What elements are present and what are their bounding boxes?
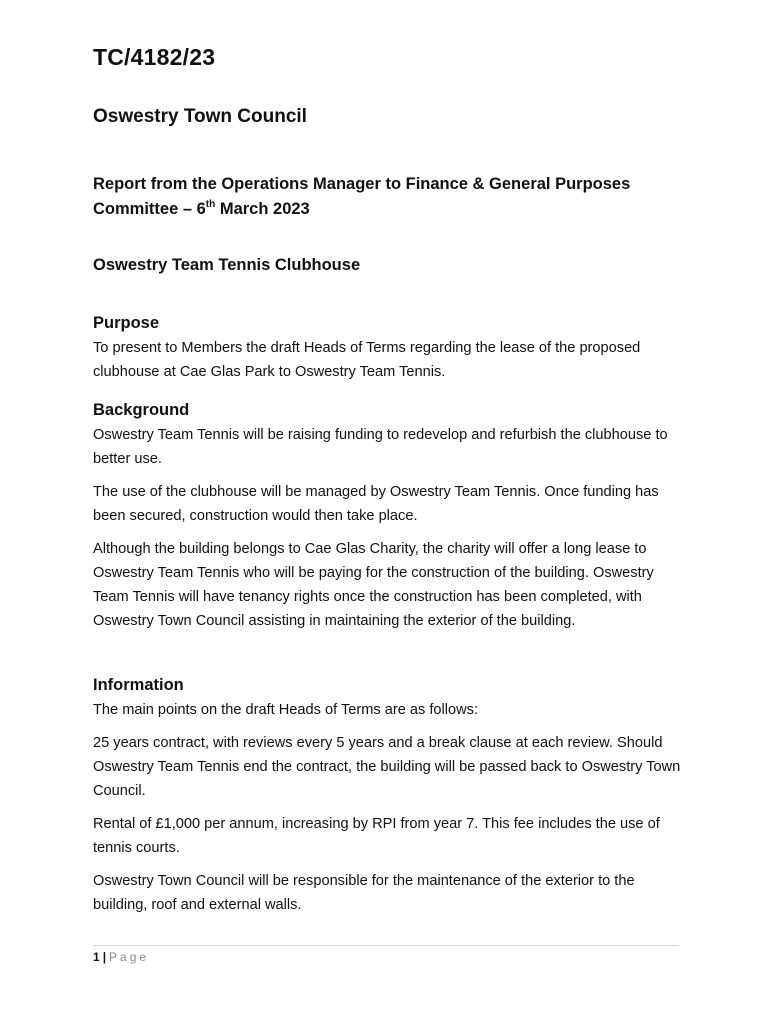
document-page [93,0,683,1024]
footer-divider [93,945,679,946]
purpose-paragraph: To present to Members the draft Heads of Terms regarding the lease of the proposed clubhouse at Cae Glas Park to Oswestry Team Tennis. [93,340,641,380]
background-paragraph: Oswestry Team Tennis will be raising funding to redevelop and refurbish the clubhouse to better use. [93,427,668,467]
report-subject: Oswestry Team Tennis Clubhouse [93,256,361,274]
page-footer [93,950,149,964]
information-section [93,674,683,926]
background-heading: Background [93,401,190,419]
information-paragraph: Oswestry Town Council will be responsible for the maintenance of the exterior to the building, roof and external walls. [93,873,635,913]
report-title [93,172,673,222]
report-title-ordinal: th [205,198,216,210]
information-paragraph: The main points on the draft Heads of Terms are as follows: [93,702,479,718]
footer-separator: | [102,950,107,964]
information-paragraph: 25 years contract, with reviews every 5 years and a break clause at each review. Should Oswestry Team Tennis end the contract, the building will be passed back to Oswestry Town Council. [93,735,681,799]
information-paragraph: Rental of £1,000 per annum, increasing by RPI from year 7. This fee includes the use of tennis courts. [93,816,660,856]
purpose-heading: Purpose [93,314,160,332]
document-reference: TC/4182/23 [93,44,216,70]
council-name: Oswestry Town Council [93,106,307,127]
page-label: Page [109,950,150,964]
page-number: 1 [93,950,100,964]
background-section [93,399,683,642]
purpose-section [93,312,683,393]
information-heading: Information [93,676,184,694]
background-paragraph: The use of the clubhouse will be managed by Oswestry Team Tennis. Once funding has been secured, construction would then take place. [93,484,659,524]
report-title-date: March 2023 [215,200,310,218]
background-paragraph: Although the building belongs to Cae Glas Charity, the charity will offer a long lease to Oswestry Team Tennis who will be paying for the construction of the building. Oswestry Team Tennis will have tenancy rights once the construction has been completed, with Oswestry Town Council assisting in maintaining the exterior of the building. [93,541,654,629]
report-title-main: Report from the Operations Manager to Finance & General Purposes Committee – 6 [93,175,631,218]
